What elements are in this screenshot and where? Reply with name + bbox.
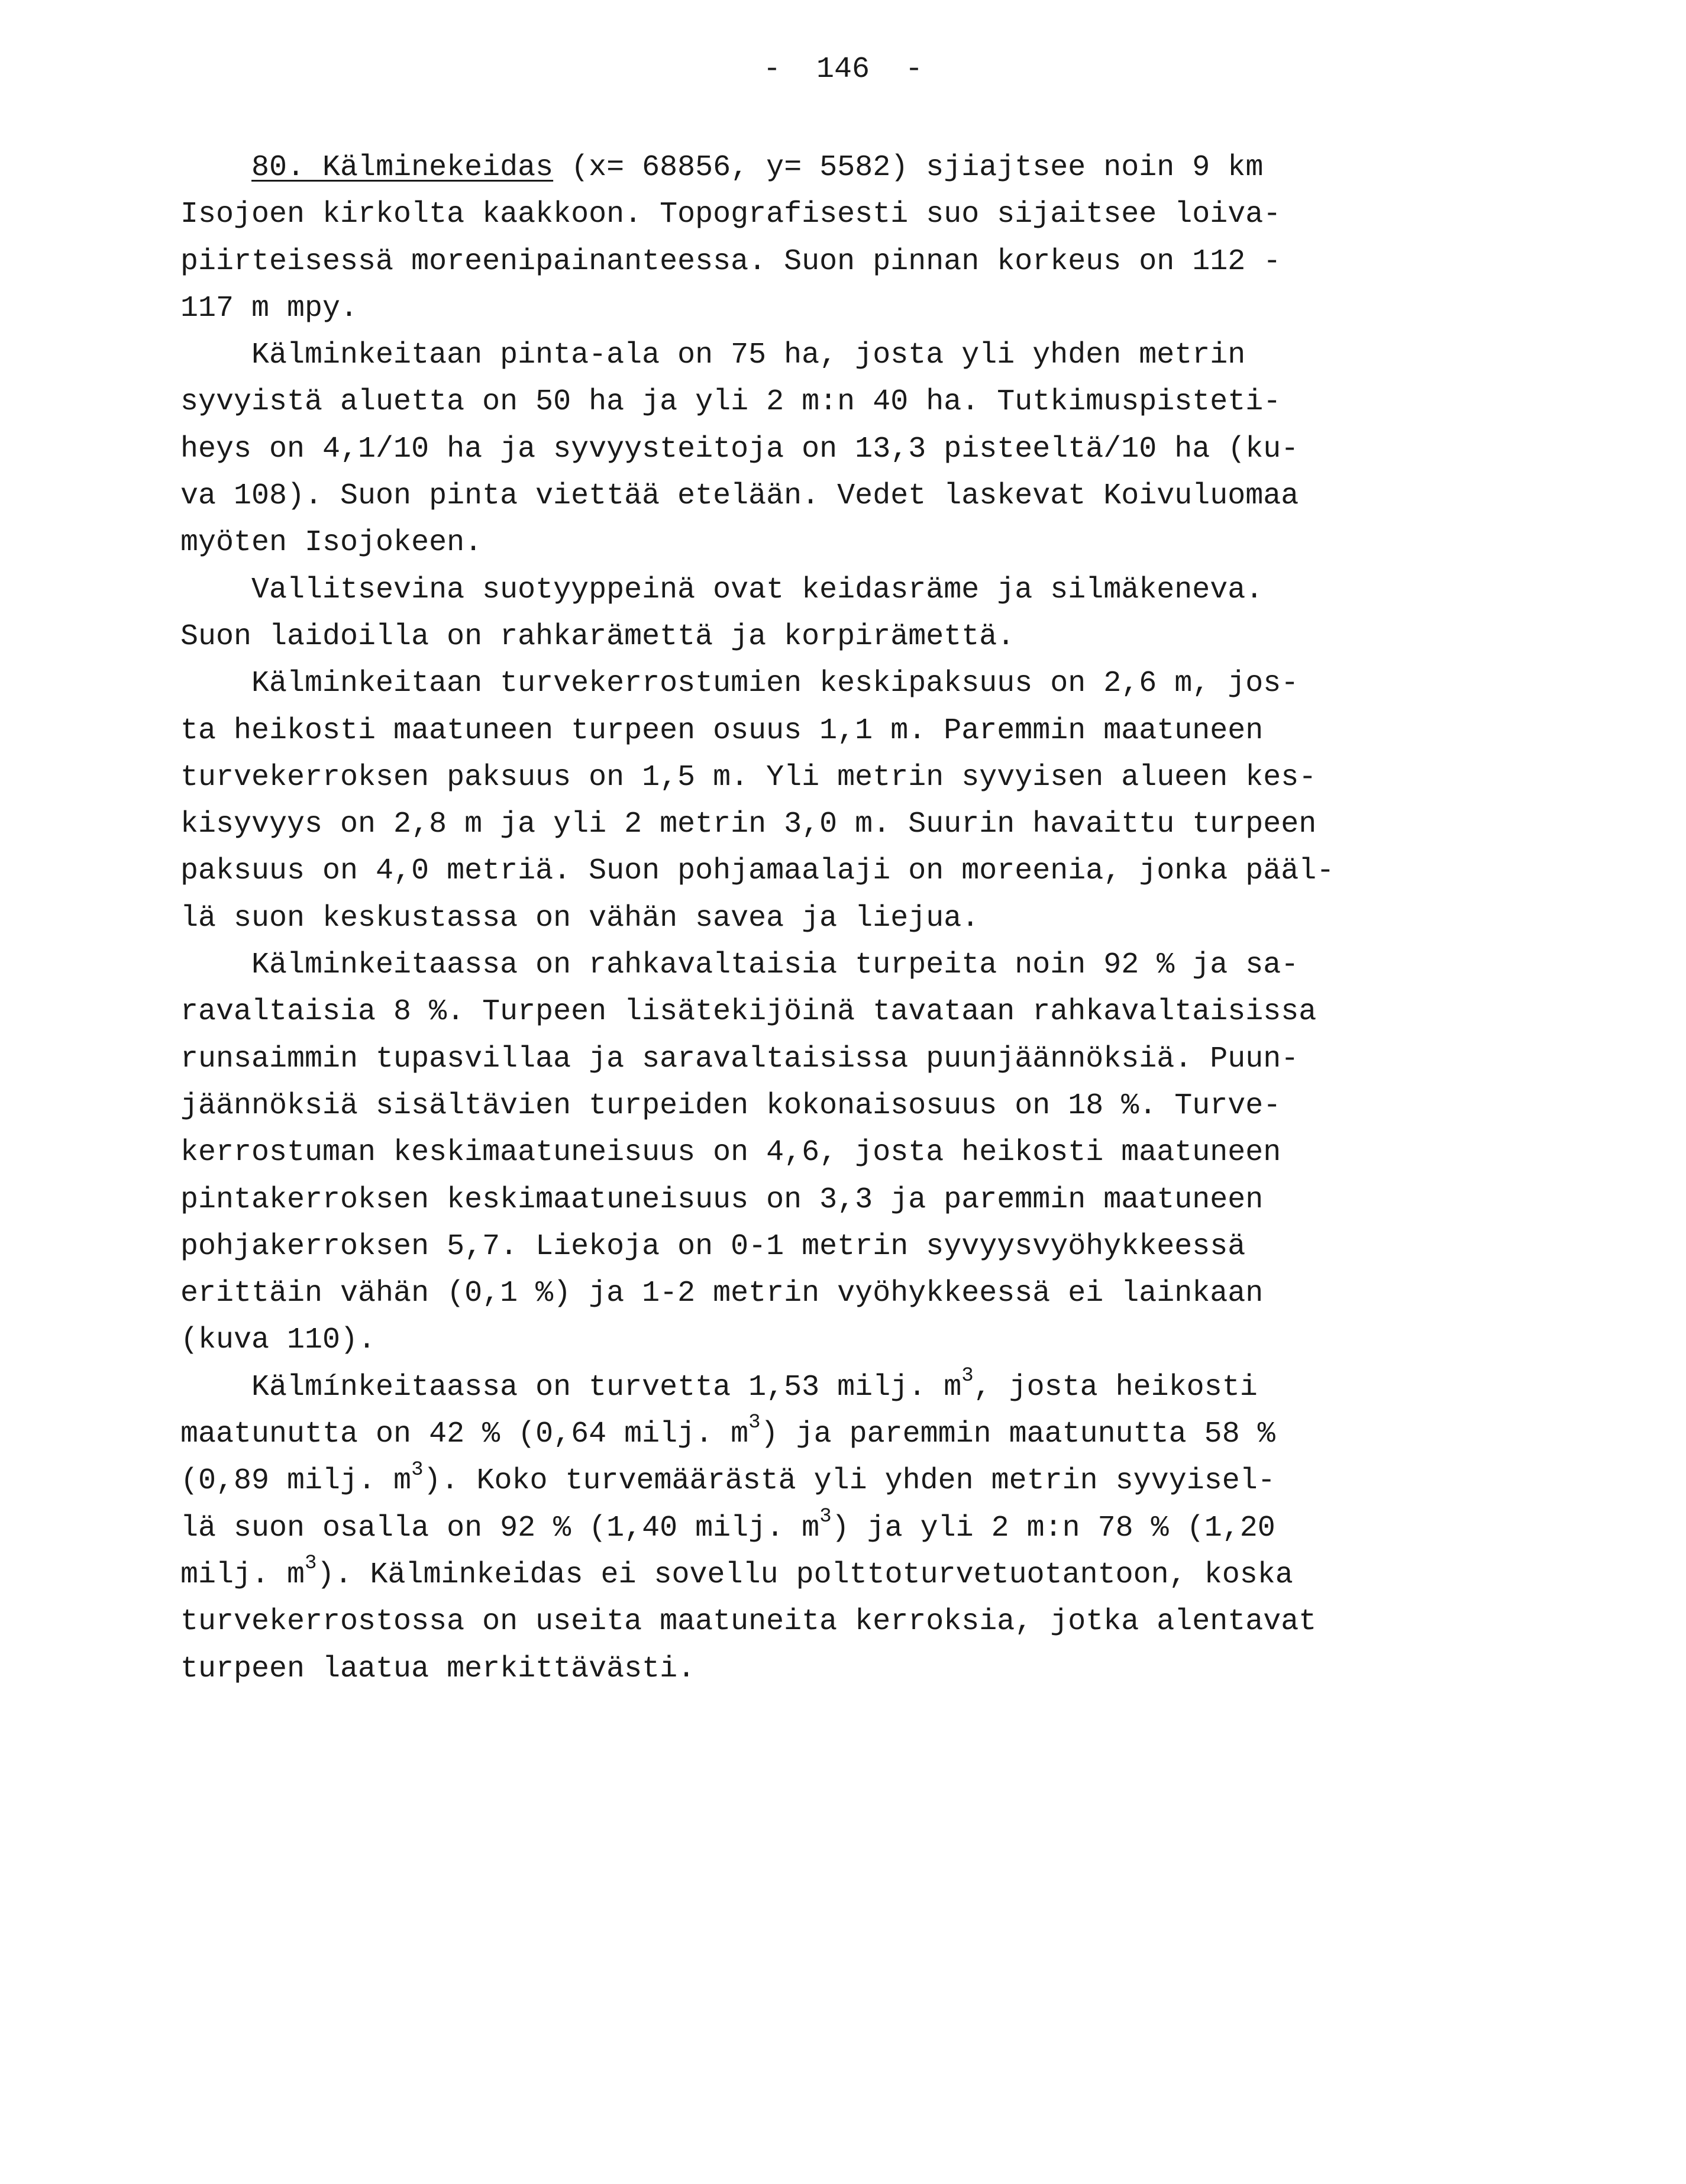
text-line [180, 567, 1511, 613]
page-number: - 146 - [763, 53, 923, 86]
text-run: ). Kälminkeidas ei sovellu polttoturvetuotantoon, koska [316, 1558, 1293, 1592]
text-run: heys on 4,1/10 ha ja syvyysteitoja on 13,3 pisteeltä/10 ha (ku- [180, 432, 1299, 466]
text-run: turvekerrostossa on useita maatuneita kerroksia, jotka alentavat [180, 1605, 1317, 1639]
text-run: (kuva 110). [180, 1323, 376, 1358]
text-run: Kälmínkeitaassa on turvetta 1,53 milj. m [180, 1370, 962, 1404]
text-run: ta heikosti maatuneen turpeen osuus 1,1 m. Paremmin maatuneen [180, 713, 1264, 748]
text-run: ravaltaisia 8 %. Turpeen lisätekijöinä tavataan rahkavaltaisissa [180, 995, 1317, 1029]
text-run: Kälminkeitaan pinta-ala on 75 ha, josta yli yhden metrin [180, 338, 1246, 373]
text-run: , josta heikosti [973, 1370, 1258, 1404]
text-line [180, 942, 1511, 988]
text-line [180, 1177, 1511, 1223]
text-line [180, 707, 1511, 754]
text-run: (x= 68856, y= 5582) sjiajtsee noin 9 km [553, 151, 1264, 185]
text-line [180, 332, 1511, 379]
text-run: 117 m mpy. [180, 291, 358, 325]
text-run: turpeen laatua merkittävästi. [180, 1652, 696, 1686]
text-run: kisyvyys on 2,8 m ja yli 2 metrin 3,0 m. Suurin havaittu turpeen [180, 807, 1317, 842]
body-text [180, 144, 1511, 1692]
text-line [180, 988, 1511, 1035]
text-run: lä suon osalla on 92 % (1,40 milj. m [180, 1511, 820, 1545]
text-line [180, 660, 1511, 707]
text-line [180, 754, 1511, 801]
text-line [180, 1036, 1511, 1083]
text-line [180, 426, 1511, 473]
text-line [180, 238, 1511, 285]
text-line [180, 519, 1511, 566]
text-run: (0,89 milj. m [180, 1464, 412, 1498]
text-run: Kälminkeitaassa on rahkavaltaisia turpeita noin 92 % ja sa- [180, 948, 1299, 983]
text-run: jäännöksiä sisältävien turpeiden kokonaisosuus on 18 %. Turve- [180, 1088, 1281, 1123]
text-line [180, 1364, 1511, 1411]
text-line [180, 191, 1511, 238]
text-line [180, 895, 1511, 942]
text-line [180, 1411, 1511, 1458]
text-run: pohjakerroksen 5,7. Liekoja on 0-1 metrin syvyysvyöhykkeessä [180, 1229, 1246, 1264]
text-line [180, 801, 1511, 848]
text-run: kerrostuman keskimaatuneisuus on 4,6, josta heikosti maatuneen [180, 1136, 1281, 1170]
text-run: Kälminkeitaan turvekerrostumien keskipaksuus on 2,6 m, jos- [180, 667, 1299, 701]
text-run: milj. m [180, 1558, 305, 1592]
text-line [180, 473, 1511, 519]
text-run: Vallitsevina suotyyppeinä ovat keidasräme ja silmäkeneva. [180, 573, 1264, 607]
text-run: piirteisessä moreenipainanteessa. Suon pinnan korkeus on 112 - [180, 244, 1281, 279]
text-run: Isojoen kirkolta kaakkoon. Topografisesti suo sijaitsee loiva- [180, 198, 1281, 232]
text-run: ) ja yli 2 m:n 78 % (1,20 [831, 1511, 1275, 1545]
text-run: Suon laidoilla on rahkarämettä ja korpirämettä. [180, 619, 1015, 654]
superscript-exponent: 3 [411, 1458, 424, 1481]
text-run: pintakerroksen keskimaatuneisuus on 3,3 ja paremmin maatuneen [180, 1183, 1264, 1217]
text-line [180, 1598, 1511, 1645]
text-line [180, 848, 1511, 894]
text-line [180, 1458, 1511, 1504]
text-run: syvyistä aluetta on 50 ha ja yli 2 m:n 40 ha. Tutkimuspisteti- [180, 385, 1281, 419]
text-run: ) ja paremmin maatunutta 58 % [760, 1417, 1275, 1452]
text-line [180, 1083, 1511, 1129]
superscript-exponent: 3 [819, 1505, 832, 1528]
text-line [180, 1505, 1511, 1552]
text-line [180, 613, 1511, 660]
text-line [180, 1129, 1511, 1176]
text-run: lä suon keskustassa on vähän savea ja liejua. [180, 901, 980, 935]
superscript-exponent: 3 [748, 1411, 761, 1435]
text-line [180, 1270, 1511, 1317]
superscript-exponent: 3 [305, 1552, 317, 1575]
text-line [180, 285, 1511, 332]
text-run: turvekerroksen paksuus on 1,5 m. Yli metrin syvyisen alueen kes- [180, 760, 1317, 794]
text-line [180, 144, 1511, 191]
text-line [180, 379, 1511, 425]
text-line [180, 1317, 1511, 1364]
text-run: va 108). Suon pinta viettää etelään. Vedet laskevat Koivuluomaa [180, 479, 1299, 513]
text-line [180, 1552, 1511, 1598]
superscript-exponent: 3 [961, 1365, 974, 1388]
text-run: paksuus on 4,0 metriä. Suon pohjamaalaji on moreenia, jonka pääl- [180, 854, 1335, 889]
text-run: erittäin vähän (0,1 %) ja 1-2 metrin vyöhykkeessä ei lainkaan [180, 1277, 1264, 1311]
text-run: runsaimmin tupasvillaa ja saravaltaisissa puunjäännöksiä. Puun- [180, 1042, 1299, 1076]
text-run: ). Koko turvemäärästä yli yhden metrin syvyisel- [423, 1464, 1275, 1498]
text-run: myöten Isojokeen. [180, 526, 483, 560]
indent [180, 151, 251, 185]
text-line [180, 1646, 1511, 1692]
text-line [180, 1223, 1511, 1270]
text-run: maatunutta on 42 % (0,64 milj. m [180, 1417, 749, 1452]
site-name: 80. Kälminekeidas [251, 151, 554, 185]
